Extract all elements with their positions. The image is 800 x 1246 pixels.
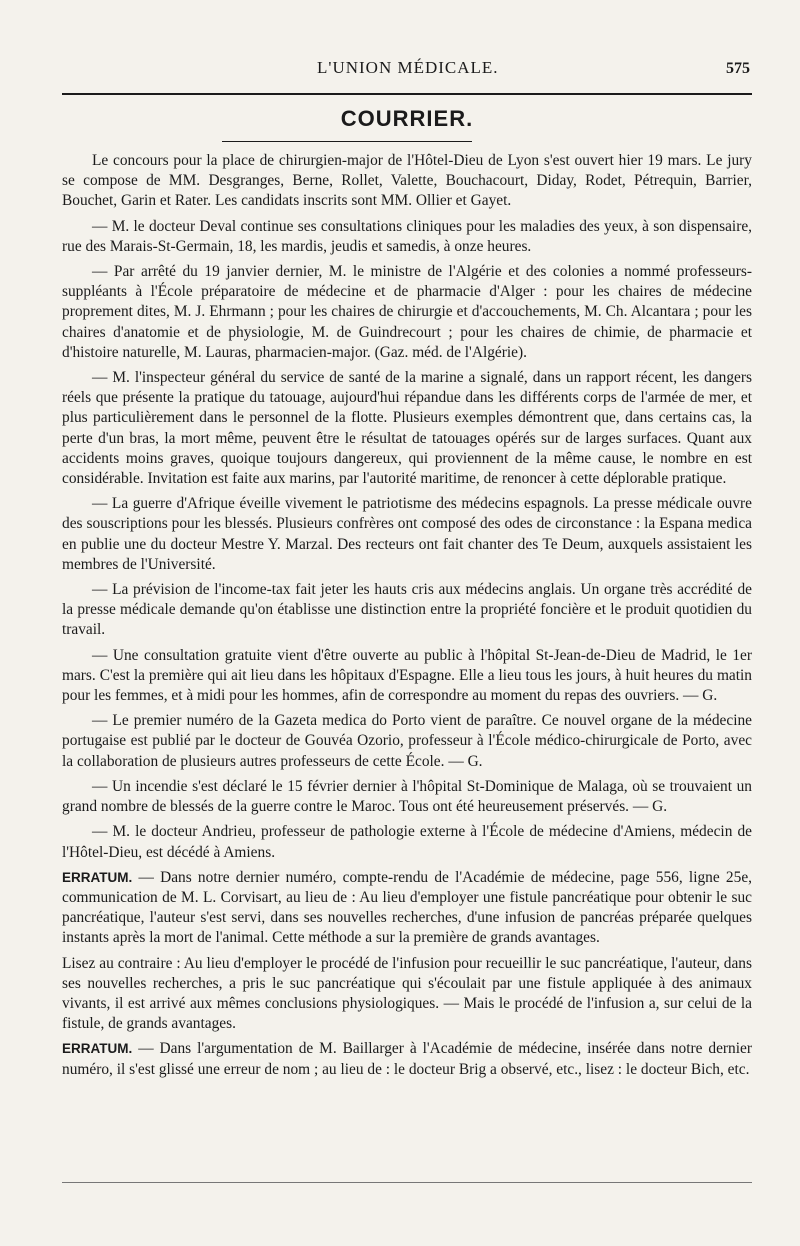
erratum-lead: ERRATUM. <box>62 869 133 885</box>
news-paragraph: — Le premier numéro de la Gazeta medica do Porto vient de paraître. Ce nouvel organe de la médecine portugaise est publié par le docteur de Gouvéa Ozorio, professeur à l'École médico-chirurgicale de Porto, avec la collaboration de plusieurs autres professeurs de cette École. — G. <box>62 712 752 770</box>
erratum-text: — Dans notre dernier numéro, compte-rendu de l'Académie de médecine, page 556, ligne 25e, communication de M. L. Corvisart, au lieu de : Au lieu d'employer une fistule pancréatique pour obtenir le suc pancréatique, l'auteur s'est servi, dans ses nouvelles recherches, d'une infusion de pancréas préparée quelques instants après la mort de l'animal. Cette méthode a sur la première de grands avantages. <box>62 868 752 947</box>
news-paragraph: — La guerre d'Afrique éveille vivement le patriotisme des médecins espagnols. La presse médicale ouvre des souscriptions pour les blessés. Plusieurs confrères ont composé des odes de circonstance : la Espana medica en publie une du docteur Mestre Y. Marzal. Des recteurs ont fait chanter des Te Deum, auxquels assistaient les membres de l'Université. <box>62 495 752 573</box>
news-paragraph: — La prévision de l'income-tax fait jeter les hauts cris aux médecins anglais. Un organe très accrédité de la presse médicale demande qu'on établisse une distinction entre la propriété foncière et le produit quotidien du travail. <box>62 581 752 639</box>
news-paragraph: — M. l'inspecteur général du service de santé de la marine a signalé, dans un rapport récent, les dangers réels que présente la pratique du tatouage, aujourd'hui répandue dans les différents corps de l'armée de mer, et plus particulièrement dans le personnel de la flotte. Plusieurs exemples démontrent que, dans certains cas, la perte d'un bras, la mort même, peuvent être le résultat de tatouages opérés sur de larges surfaces. Quant aux accidents moins graves, quoique toujours dangereux, qui proviennent de la même cause, le nombre en est considérable. Invitation est faite aux marins, par l'autorité maritime, de renoncer à cette déplorable pratique. <box>62 369 752 488</box>
news-paragraph: — M. le docteur Andrieu, professeur de pathologie externe à l'École de médecine d'Amiens, médecin de l'Hôtel-Dieu, est décédé à Amiens. <box>62 823 752 861</box>
erratum-text: — Dans l'argumentation de M. Baillarger à l'Académie de médecine, insérée dans notre dernier numéro, il s'est glissé une erreur de nom ; au lieu de : le docteur Brig a observé, etc., lisez : le docteur Bich, etc. <box>62 1040 752 1078</box>
news-paragraph: — Une consultation gratuite vient d'être ouverte au public à l'hôpital St-Jean-de-Dieu de Madrid, le 1er mars. C'est la première qui ait lieu dans les hôpitaux d'Espagne. Elle a lieu tous les jours, à huit heures du matin pour les femmes, et à midi pour les hommes, afin de correspondre au moment du repas des ouvriers. — G. <box>62 646 752 705</box>
news-paragraph: — Par arrêté du 19 janvier dernier, M. le ministre de l'Algérie et des colonies a nommé professeurs-suppléants à l'École préparatoire de médecine et de pharmacie d'Alger : pour les chaires de médecine proprement dites, M. J. Ehrmann ; pour les chaires de chirurgie et d'accouchements, M. Ch. Alcantara ; pour les chaires d'anatomie et de physiologie, M. de Guindrecourt ; pour les chaires de chimie, de pharmacie et d'histoire naturelle, M. Lauras, pharmacien-major. (Gaz. méd. de l'Algérie). <box>62 263 752 361</box>
section-title: COURRIER. <box>340 106 474 131</box>
page-number: 575 <box>726 60 750 77</box>
news-paragraph: — M. le docteur Deval continue ses consultations cliniques pour les maladies des yeux, à son dispensaire, rue des Marais-St-Germain, 18, les mardis, jeudis et samedis, à onze heures. <box>62 217 752 255</box>
erratum-paragraph <box>62 868 752 949</box>
footer-rule <box>62 1182 752 1183</box>
erratum-lead: ERRATUM. <box>62 1041 133 1057</box>
title-rule <box>222 141 472 142</box>
article-body <box>62 151 752 1085</box>
running-title: L'UNION MÉDICALE. <box>317 58 499 77</box>
header-rule <box>62 93 752 95</box>
erratum-paragraph <box>62 1039 752 1079</box>
erratum-correction: Lisez au contraire : Au lieu d'employer le procédé de l'infusion pour recueillir le suc pancréatique, l'auteur, dans ses nouvelles recherches, a pris le suc pancréatique qui s'écoulait par une fistule appliquée à des animaux vivants, il est arrivé aux mêmes conclusions physiologiques. — Mais le procédé de l'infusion a, sur celui de la fistule, de grands avantages. <box>62 954 752 1033</box>
news-paragraph: — Un incendie s'est déclaré le 15 février dernier à l'hôpital St-Dominique de Malaga, où se trouvaient un grand nombre de blessés de la guerre contre le Maroc. Tous ont été heureusement préservés. — G. <box>62 777 752 816</box>
news-paragraph: Le concours pour la place de chirurgien-major de l'Hôtel-Dieu de Lyon s'est ouvert hier 19 mars. Le jury se compose de MM. Desgranges, Berne, Rollet, Valette, Bouchacourt, Diday, Rodet, Pétrequin, Barrier, Bouchet, Garin et Rater. Les candidats inscrits sont MM. Ollier et Gayet. <box>62 152 752 210</box>
page-header <box>62 56 752 84</box>
